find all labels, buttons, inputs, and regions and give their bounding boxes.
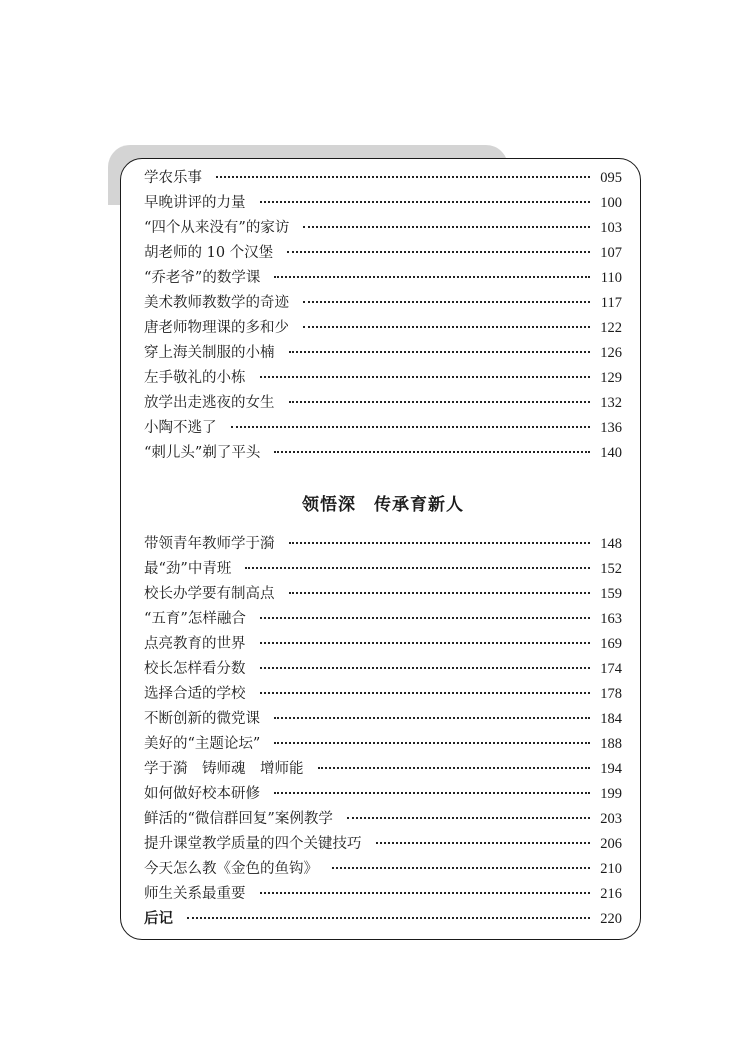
- toc-entry-title: 美好的“主题论坛”: [144, 736, 261, 752]
- toc-entry-title: 校长办学要有制高点: [144, 586, 275, 602]
- toc-entry-title: 学农乐事: [144, 170, 202, 186]
- toc-entry-title: 如何做好校本研修: [144, 786, 260, 802]
- toc-entry[interactable]: [144, 241, 622, 266]
- toc-entry-title: 最“劲”中青班: [144, 561, 232, 577]
- toc-entry-title: 带领青年教师学于漪: [144, 536, 275, 552]
- toc-entry-afterword[interactable]: [144, 907, 622, 932]
- toc-entry[interactable]: [144, 557, 622, 582]
- toc-entry-page: 132: [600, 395, 622, 411]
- toc-entry[interactable]: [144, 632, 622, 657]
- toc-entry[interactable]: [144, 316, 622, 341]
- toc-entry-page: 129: [600, 370, 622, 386]
- toc-entry-page: 206: [600, 836, 622, 852]
- toc-list-part2: [144, 532, 622, 932]
- toc-entry[interactable]: [144, 366, 622, 391]
- toc-entry-title: 校长怎样看分数: [144, 661, 246, 677]
- toc-entry[interactable]: [144, 266, 622, 291]
- toc-leader-dots: [260, 667, 591, 669]
- toc-entry-title: 早晚讲评的力量: [144, 195, 246, 211]
- toc-entry[interactable]: [144, 441, 622, 466]
- toc-entry-title: 师生关系最重要: [144, 886, 246, 902]
- toc-entry-page: 163: [600, 611, 622, 627]
- toc-list-part1: [144, 166, 622, 466]
- toc-entry-page: 110: [600, 270, 622, 286]
- toc-entry-title: 左手敬礼的小栋: [144, 370, 246, 386]
- toc-entry-page: 140: [600, 445, 622, 461]
- toc-leader-dots: [260, 617, 590, 619]
- toc-entry[interactable]: [144, 857, 622, 882]
- toc-entry-page: 117: [600, 295, 622, 311]
- toc-entry-page: 184: [600, 711, 622, 727]
- toc-leader-dots: [376, 842, 591, 844]
- toc-entry[interactable]: [144, 682, 622, 707]
- toc-leader-dots: [231, 426, 591, 428]
- toc-entry-title: 放学出走逃夜的女生: [144, 395, 275, 411]
- toc-leader-dots: [260, 692, 591, 694]
- toc-leader-dots: [274, 742, 590, 744]
- toc-entry-title: 唐老师物理课的多和少: [144, 320, 289, 336]
- toc-leader-dots: [260, 642, 591, 644]
- toc-leader-dots: [274, 717, 590, 719]
- toc-leader-dots: [289, 542, 591, 544]
- toc-entry-title: 学于漪 铸师魂 增师能: [144, 761, 304, 777]
- toc-entry-page: 126: [600, 345, 622, 361]
- toc-entry-page: 178: [600, 686, 622, 702]
- toc-entry-page: 188: [600, 736, 622, 752]
- toc-leader-dots: [303, 301, 590, 303]
- toc-entry-title: 后记: [144, 911, 173, 927]
- toc-entry[interactable]: [144, 216, 622, 241]
- toc-entry-page: 152: [600, 561, 622, 577]
- toc-leader-dots: [347, 817, 590, 819]
- toc-leader-dots: [289, 401, 591, 403]
- toc-entry-page: 159: [600, 586, 622, 602]
- toc-entry-title: 选择合适的学校: [144, 686, 246, 702]
- toc-leader-dots: [287, 251, 590, 253]
- toc-entry-title: “乔老爷”的数学课: [144, 270, 261, 286]
- toc-entry-title: 胡老师的 10 个汉堡: [144, 245, 274, 261]
- toc-entry[interactable]: [144, 607, 622, 632]
- toc-leader-dots: [245, 567, 590, 569]
- toc-leader-dots: [303, 326, 590, 328]
- toc-entry[interactable]: [144, 291, 622, 316]
- section-heading: [144, 490, 622, 515]
- toc-entry[interactable]: [144, 416, 622, 441]
- toc-entry-page: 095: [600, 170, 622, 186]
- toc-entry-page: 103: [600, 220, 622, 236]
- toc-entry[interactable]: [144, 757, 622, 782]
- toc-entry-page: 169: [600, 636, 622, 652]
- toc-entry-page: 220: [600, 911, 622, 927]
- toc-entry-title: 不断创新的微党课: [144, 711, 260, 727]
- toc-entry-page: 194: [600, 761, 622, 777]
- toc-leader-dots: [289, 592, 591, 594]
- toc-entry-page: 136: [600, 420, 622, 436]
- toc-entry[interactable]: [144, 191, 622, 216]
- toc-entry[interactable]: [144, 782, 622, 807]
- toc-leader-dots: [289, 351, 591, 353]
- toc-entry[interactable]: [144, 707, 622, 732]
- toc-entry-page: 148: [600, 536, 622, 552]
- toc-entry-title: “四个从来没有”的家访: [144, 220, 290, 236]
- toc-leader-dots: [187, 917, 590, 919]
- toc-entry-title: 小陶不逃了: [144, 420, 217, 436]
- toc-entry-title: 穿上海关制服的小楠: [144, 345, 275, 361]
- toc-leader-dots: [318, 767, 591, 769]
- toc-leader-dots: [303, 226, 590, 228]
- toc-entry-page: 210: [600, 861, 622, 877]
- toc-leader-dots: [274, 792, 590, 794]
- toc-entry-title: “五育”怎样融合: [144, 611, 246, 627]
- toc-leader-dots: [260, 201, 591, 203]
- toc-entry[interactable]: [144, 882, 622, 907]
- toc-entry-page: 107: [600, 245, 622, 261]
- toc-entry[interactable]: [144, 732, 622, 757]
- toc-entry-title: 今天怎么教《金色的鱼钩》: [144, 861, 318, 877]
- toc-entry-title: 鲜活的“微信群回复”案例教学: [144, 811, 333, 827]
- toc-entry[interactable]: [144, 532, 622, 557]
- toc-entry[interactable]: [144, 657, 622, 682]
- toc-entry-page: 174: [600, 661, 622, 677]
- toc-leader-dots: [274, 276, 590, 278]
- toc-leader-dots: [260, 892, 591, 894]
- toc-leader-dots: [274, 451, 590, 453]
- toc-entry[interactable]: [144, 832, 622, 857]
- toc-leader-dots: [332, 867, 590, 869]
- toc-entry-page: 199: [600, 786, 622, 802]
- toc-entry-page: 122: [600, 320, 622, 336]
- toc-leader-dots: [216, 176, 590, 178]
- toc-entry[interactable]: [144, 391, 622, 416]
- toc-entry[interactable]: [144, 582, 622, 607]
- toc-entry-page: 216: [600, 886, 622, 902]
- toc-entry-title: 点亮教育的世界: [144, 636, 246, 652]
- toc-entry-page: 100: [600, 195, 622, 211]
- toc-entry-title: 美术教师教数学的奇迹: [144, 295, 289, 311]
- toc-entry[interactable]: [144, 341, 622, 366]
- toc-entry-page: 203: [600, 811, 622, 827]
- section-heading-right: 传承育新人: [374, 495, 464, 515]
- toc-leader-dots: [260, 376, 591, 378]
- toc-entry-title: “刺儿头”剃了平头: [144, 445, 261, 461]
- toc-entry-title: 提升课堂教学质量的四个关键技巧: [144, 836, 362, 852]
- toc-entry[interactable]: [144, 807, 622, 832]
- toc-entry[interactable]: [144, 166, 622, 191]
- section-heading-left: 领悟深: [302, 495, 356, 515]
